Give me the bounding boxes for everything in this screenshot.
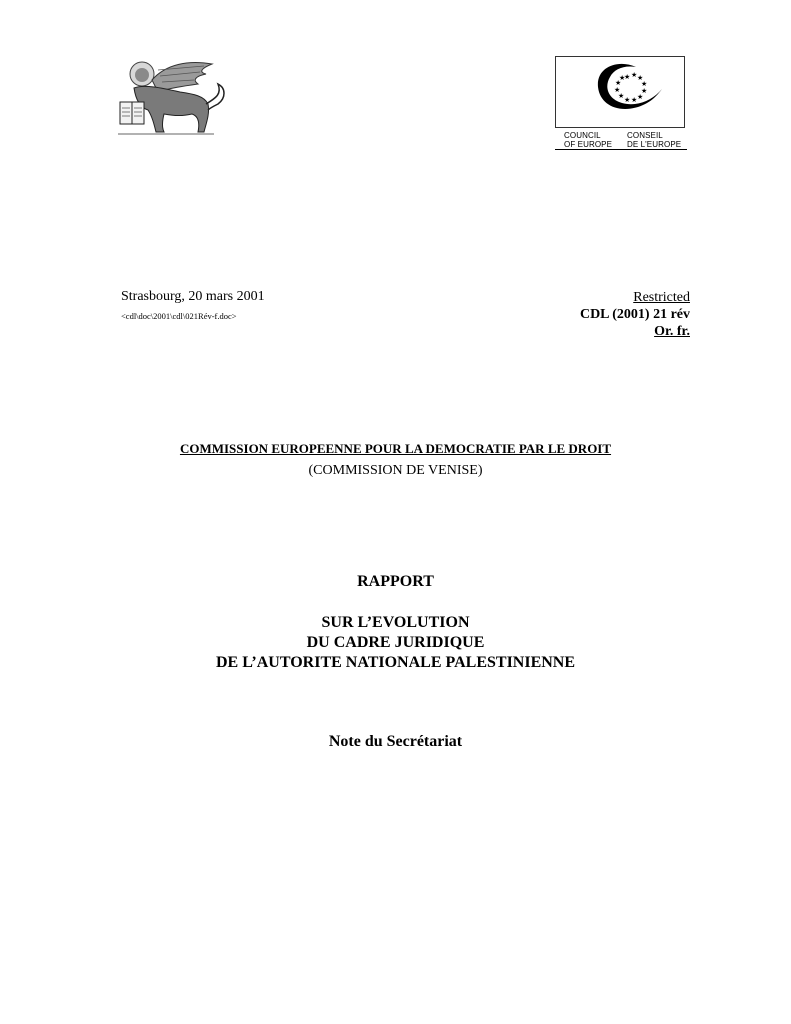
svg-text:★: ★ [624,73,631,81]
report-title [0,613,791,673]
document-meta [580,289,690,340]
report-type: RAPPORT [357,573,434,590]
secretariat-note: Note du Secrétariat [328,733,463,750]
svg-text:★: ★ [631,96,638,104]
place-date: Strasbourg, 20 mars 2001 [121,289,265,304]
original-language: Or. fr. [654,324,690,339]
svg-text:★: ★ [614,86,621,94]
council-of-europe-emblem [555,56,685,128]
svg-text:★: ★ [641,87,648,95]
svg-text:★: ★ [624,96,631,104]
commission-short-name: (COMMISSION DE VENISE) [308,463,483,478]
svg-text:★: ★ [618,92,625,100]
report-title-line: DU CADRE JURIDIQUE [306,634,485,651]
report-title-line: SUR L’EVOLUTION [321,614,470,631]
svg-text:★: ★ [615,79,622,87]
coe-name-en: COUNCIL OF EUROPE [564,131,613,149]
coe-name-fr: CONSEIL DE L'EUROPE [627,131,682,149]
file-reference: <cdl\doc\2001\cdl\021Rév-f.doc> [121,311,237,321]
document-number: CDL (2001) 21 rév [579,307,690,322]
svg-text:★: ★ [631,71,638,79]
svg-text:★: ★ [637,74,644,82]
coe-underline-divider [555,149,687,150]
svg-text:★: ★ [641,80,648,88]
svg-text:★: ★ [619,74,626,82]
commission-name: COMMISSION EUROPEENNE POUR LA DEMOCRATIE PAR LE DROIT [179,441,612,456]
svg-text:★: ★ [637,93,644,101]
report-title-line: DE L’AUTORITE NATIONALE PALESTINIENNE [215,654,576,671]
venice-lion-logo [118,58,230,138]
classification: Restricted [633,290,690,305]
